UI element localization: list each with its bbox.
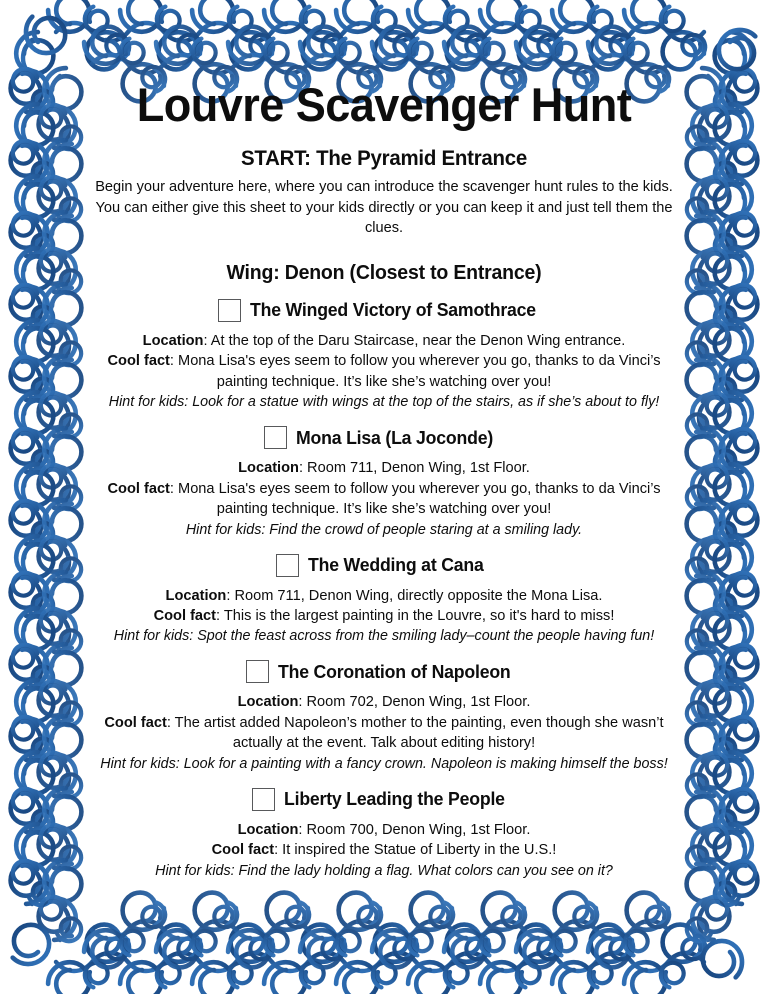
hint-value: Spot the feast across from the smiling lady–count the people having fun! (193, 628, 655, 645)
location-label: Location (237, 821, 299, 838)
hunt-item-cool-fact (84, 606, 684, 626)
hint-value: Look for a statue with wings at the top of the stairs, as if she’s about to fly! (188, 394, 660, 411)
hunt-item-title-row (62, 788, 706, 811)
location-value: : Room 711, Denon Wing, directly opposite the Mona Lisa. (226, 587, 603, 604)
hint-label: Hint for kids: (155, 862, 235, 879)
start-heading: START: The Pyramid Entrance (240, 145, 528, 170)
scavenger-hunt-sheet (62, 58, 706, 936)
cool-fact-label: Cool fact (107, 353, 170, 370)
hint-label: Hint for kids: (108, 394, 189, 411)
hunt-item-list (62, 299, 706, 881)
hint-label: Hint for kids: (100, 755, 180, 772)
location-value: : At the top of the Daru Staircase, near the Denon Wing entrance. (203, 332, 626, 349)
location-label: Location (142, 332, 204, 349)
hunt-item-title: The Coronation of Napoleon (277, 660, 511, 682)
hunt-item-cool-fact (84, 479, 684, 520)
wing-heading: Wing: Denon (Closest to Entrance) (226, 260, 542, 284)
hunt-item-hint (77, 392, 691, 412)
location-value: : Room 702, Denon Wing, 1st Floor. (298, 694, 531, 711)
hunt-item-hint (77, 520, 691, 540)
location-value: : Room 711, Denon Wing, 1st Floor. (298, 460, 530, 477)
location-label: Location (237, 694, 299, 711)
hunt-item-cool-fact (84, 840, 684, 860)
hunt-item-title: Liberty Leading the People (283, 788, 505, 810)
hunt-item-title-row (62, 660, 706, 683)
checkbox-2[interactable] (264, 426, 287, 449)
hunt-item (62, 554, 706, 647)
cool-fact-value: : The artist added Napoleon’s mother to the painting, even though she wasn’t actually at the event. Talk about editing history! (166, 714, 664, 752)
hunt-item-location (84, 331, 684, 351)
hunt-item-title-row (62, 554, 706, 577)
hunt-item-location (84, 458, 684, 478)
hint-value: Look for a painting with a fancy crown. Napoleon is making himself the boss! (179, 755, 668, 772)
hunt-item (62, 788, 706, 881)
hunt-item-title: Mona Lisa (La Joconde) (296, 426, 494, 448)
cool-fact-label: Cool fact (104, 714, 167, 731)
hunt-item-title: The Winged Victory of Samothrace (249, 299, 536, 321)
hunt-item-location (84, 820, 684, 840)
hint-label: Hint for kids: (185, 521, 266, 538)
location-value: : Room 700, Denon Wing, 1st Floor. (298, 821, 531, 838)
hunt-item-location (84, 586, 684, 606)
hunt-item-title: The Wedding at Cana (307, 554, 484, 576)
checkbox-1[interactable] (218, 299, 241, 322)
cool-fact-label: Cool fact (107, 480, 170, 497)
hint-value: Find the lady holding a flag. What colors can you see on it? (234, 862, 613, 879)
start-description: Begin your adventure here, where you can introduce the scavenger hunt rules to the kids. You can either give this sheet to your kids directly or you can keep it and just tell them the clues. (95, 178, 673, 237)
hunt-item (62, 660, 706, 773)
checkbox-4[interactable] (246, 660, 269, 683)
hint-label: Hint for kids: (113, 628, 194, 645)
hunt-item-hint (77, 626, 691, 646)
cool-fact-label: Cool fact (153, 607, 217, 624)
hunt-item-hint (77, 754, 691, 774)
location-label: Location (165, 587, 227, 604)
checkbox-5[interactable] (252, 788, 275, 811)
hunt-item-cool-fact (84, 351, 684, 392)
cool-fact-label: Cool fact (211, 842, 275, 859)
hunt-item (62, 426, 706, 539)
hunt-item-title-row (62, 299, 706, 322)
hint-value: Find the crowd of people staring at a smiling lady. (265, 521, 583, 538)
cool-fact-value: : Mona Lisa's eyes seem to follow you wherever you go, thanks to da Vinci’s painting technique. It’s like she’s watching over you! (169, 353, 661, 390)
page-title: Louvre Scavenger Hunt (136, 78, 632, 131)
cool-fact-value: : Mona Lisa's eyes seem to follow you wherever you go, thanks to da Vinci’s painting technique. It’s like she’s watching over you! (169, 480, 661, 518)
hunt-item-title-row (62, 426, 706, 449)
hunt-item (62, 299, 706, 412)
cool-fact-value: : This is the largest painting in the Louvre, so it's hard to miss! (216, 607, 615, 624)
location-label: Location (238, 460, 299, 477)
hunt-item-hint (77, 861, 691, 881)
hunt-item-cool-fact (84, 713, 684, 754)
hunt-item-location (84, 692, 684, 712)
checkbox-3[interactable] (276, 554, 299, 577)
cool-fact-value: : It inspired the Statue of Liberty in the U.S.! (274, 842, 557, 859)
